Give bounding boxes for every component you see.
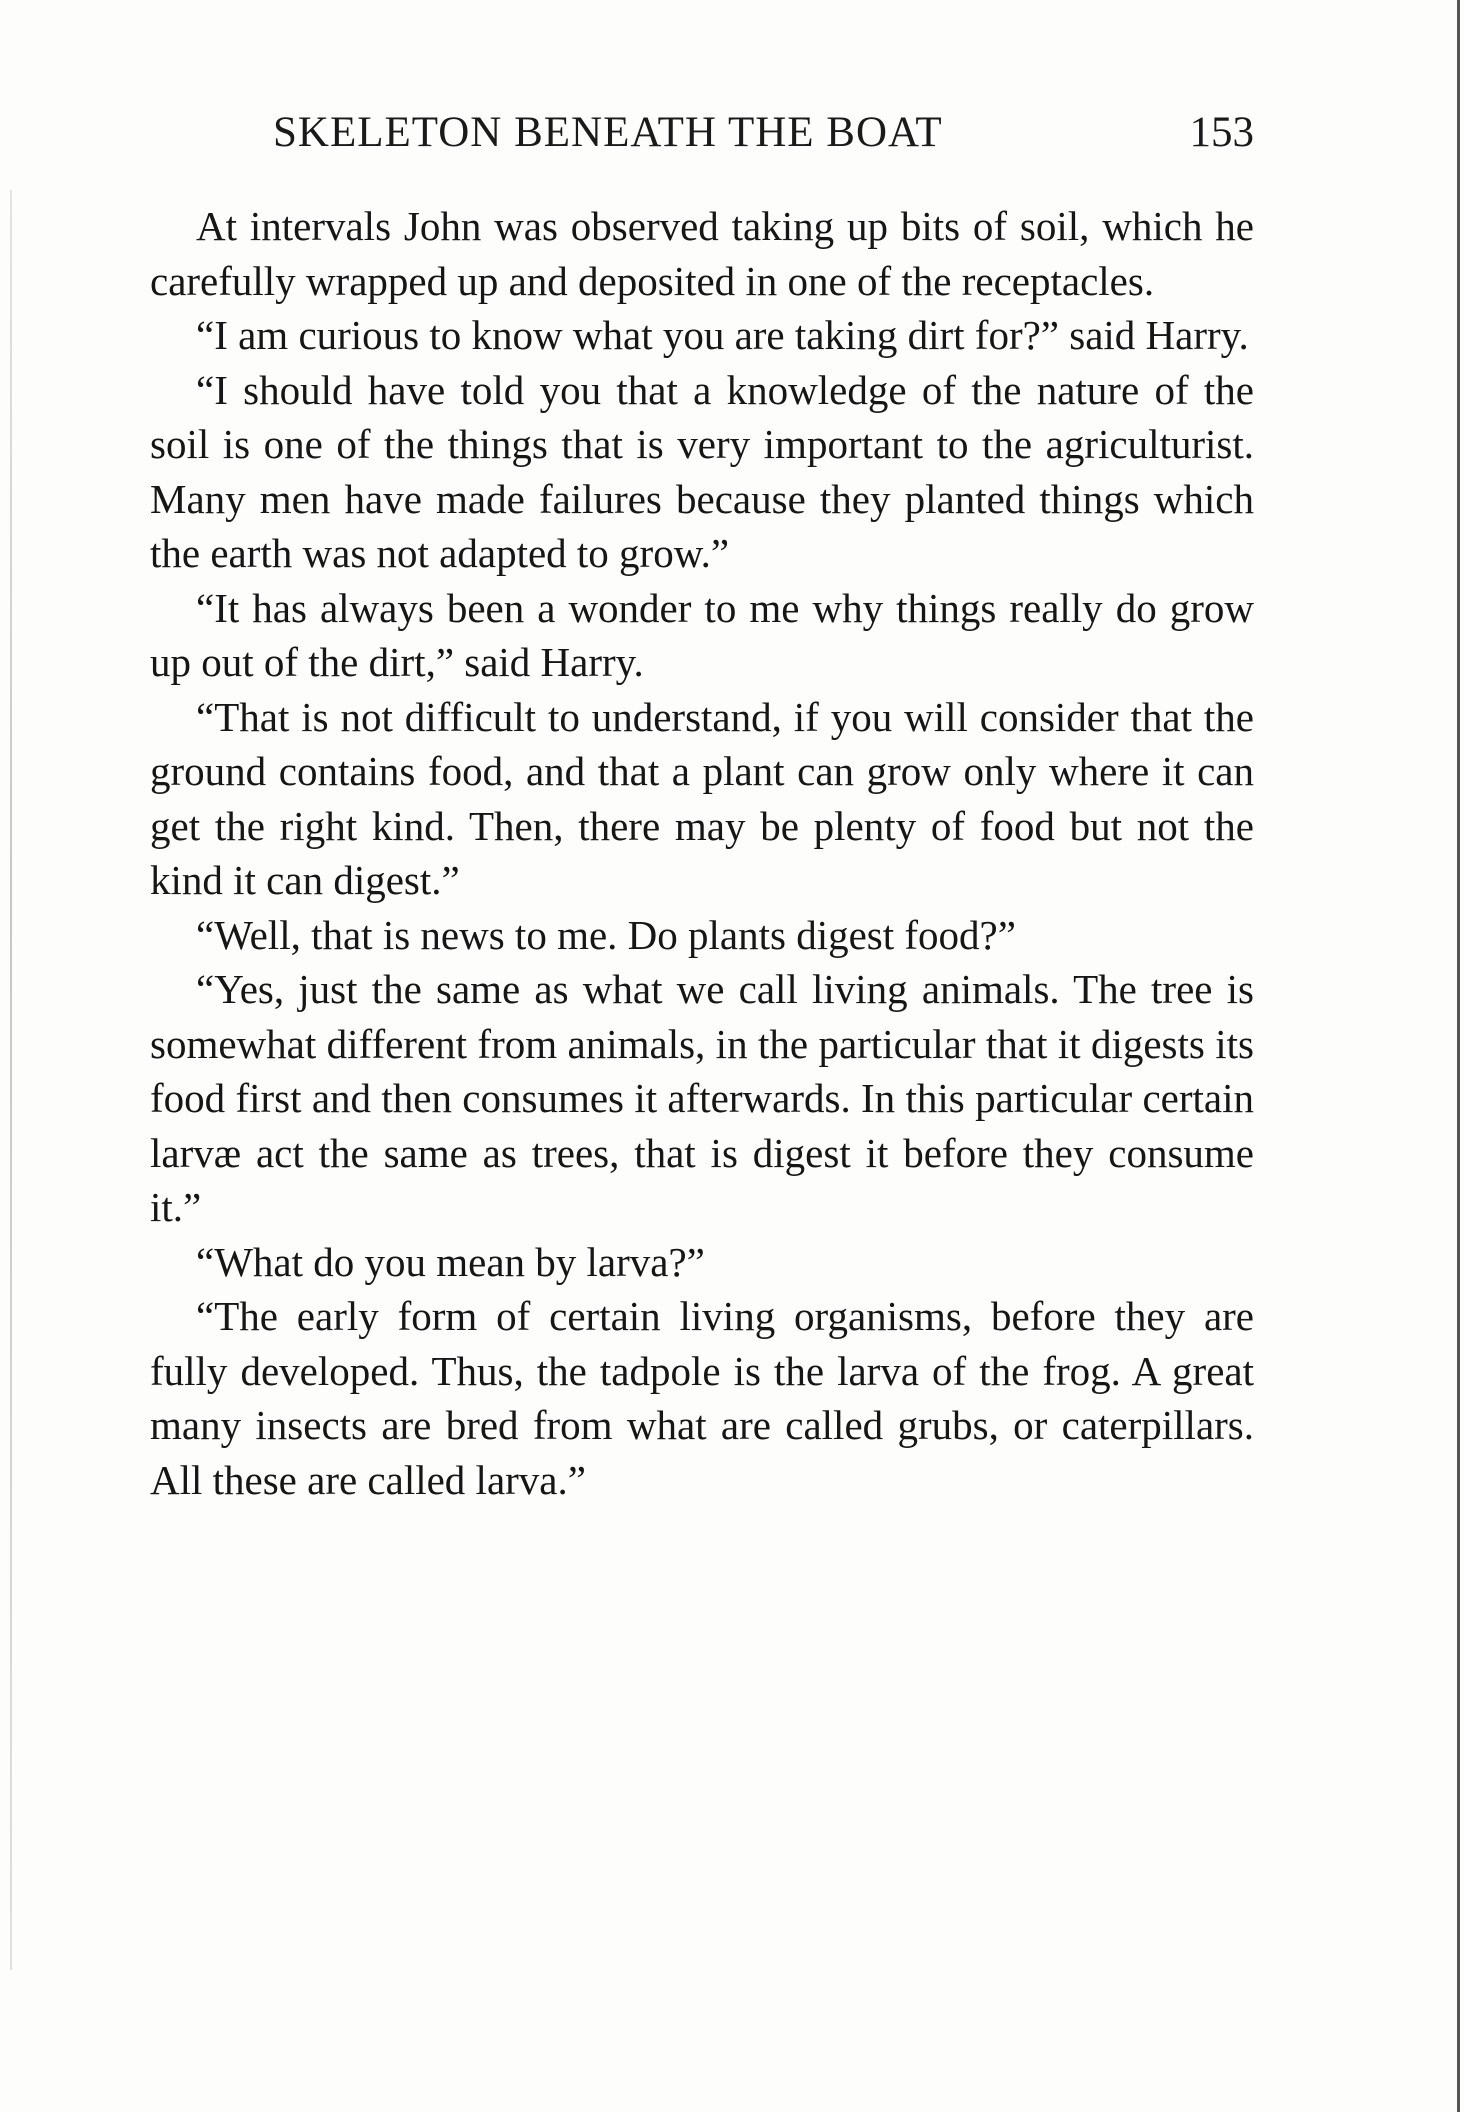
paragraph: “Well, that is news to me. Do plants digest food?” bbox=[196, 911, 1016, 958]
paragraph: “What do you mean by larva?” bbox=[196, 1238, 705, 1285]
running-title: SKELETON BENEATH THE BOAT bbox=[273, 109, 943, 156]
paragraph: “I am curious to know what you are taking dirt for?” said Harry. bbox=[196, 312, 1249, 358]
page-right-edge bbox=[1457, 0, 1460, 2112]
paragraph: “I should have told you that a knowledge of the nature of the soil is one of the things that is very important to the agriculturist. Many men have made failures because they planted things which the earth was not adapted to grow.” bbox=[150, 366, 1254, 576]
paragraph: “Yes, just the same as what we call living animals. The tree is somewhat different from animals, in the particular that it digests its food first and then consumes it afterwards. In this particular certain larvæ act the same as trees, that is digest it before they consume it.” bbox=[150, 966, 1254, 1230]
paragraph: At intervals John was observed taking up bits of soil, which he carefully wrapped up and deposited in one of the receptacles. bbox=[150, 203, 1254, 304]
running-header bbox=[150, 108, 1254, 168]
paragraph: “It has always been a wonder to me why things really do grow up out of the dirt,” said Harry. bbox=[150, 584, 1254, 685]
page-number: 153 bbox=[1189, 109, 1254, 156]
paragraph: “The early form of certain living organisms, before they are fully developed. Thus, the tadpole is the larva of the frog. A great many insects are bred from what are called grubs, or caterpillars. All these are called larva.” bbox=[150, 1293, 1254, 1503]
body-text bbox=[150, 199, 1254, 1507]
paragraph: “That is not difficult to understand, if you will consider that the ground contains food, and that a plant can grow only where it can get the right kind. Then, there may be plenty of food but not the kind it can digest.” bbox=[150, 693, 1254, 903]
page-gutter-shadow bbox=[10, 190, 12, 1970]
